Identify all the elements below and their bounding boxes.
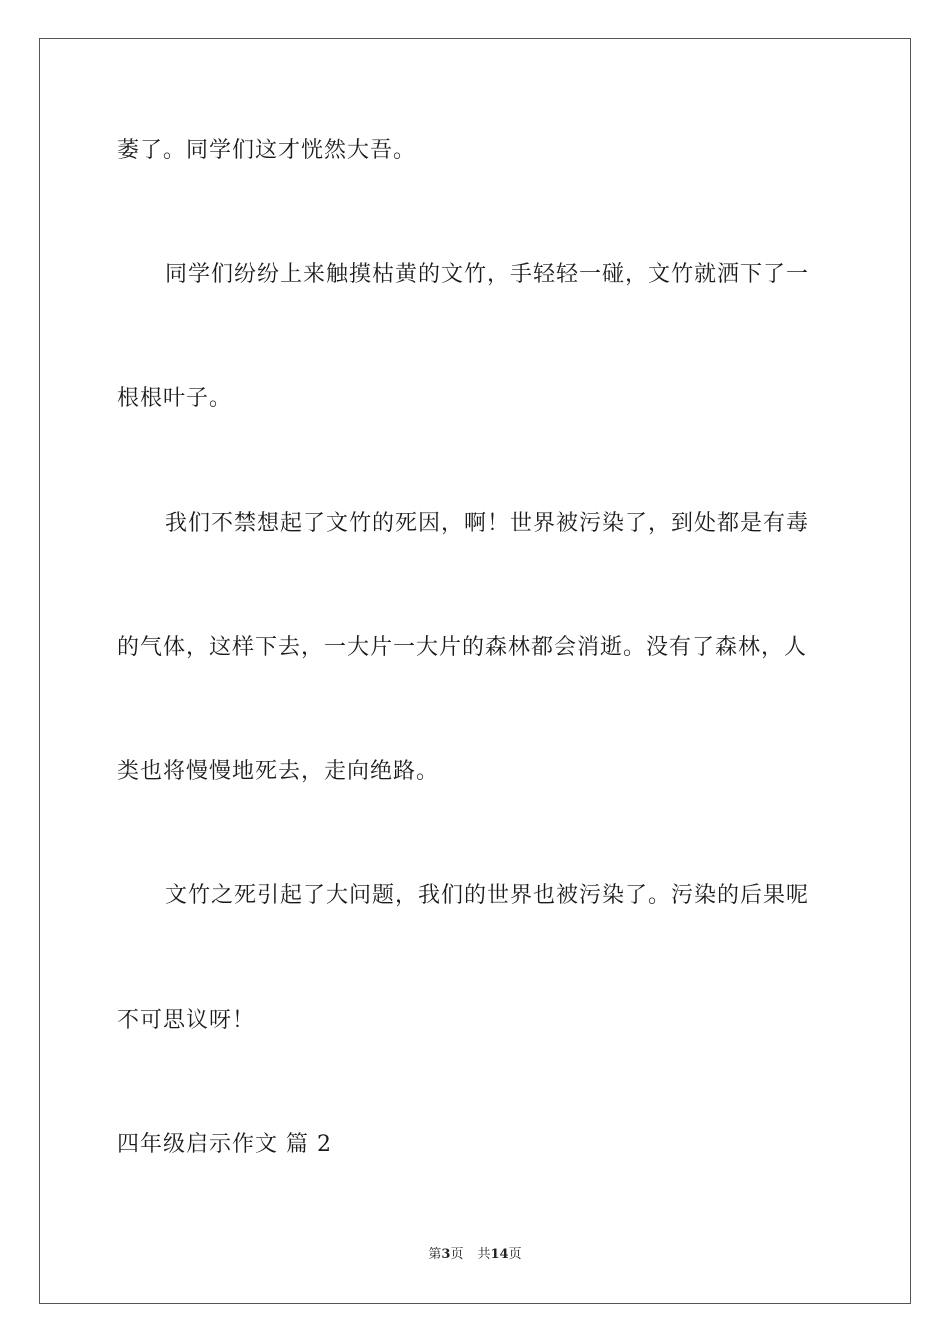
paragraph-start-line-4: 我们不禁想起了文竹的死因，啊！世界被污染了，到处都是有毒 — [165, 511, 810, 536]
page-frame — [39, 38, 911, 1304]
footer-page-number: 3 — [441, 1247, 451, 1262]
paragraph-start-line-7: 文竹之死引起了大问题，我们的世界也被污染了。污染的后果呢 — [165, 883, 810, 908]
footer-page-suffix: 页 — [450, 1247, 464, 1262]
footer-total-pages: 14 — [490, 1247, 509, 1262]
footer-page-prefix: 第 — [428, 1247, 442, 1262]
page-footer — [0, 1246, 950, 1264]
text-line-6: 类也将慢慢地死去，走向绝路。 — [117, 759, 440, 784]
footer-total-suffix: 页 — [508, 1247, 522, 1262]
text-line-3: 根根叶子。 — [117, 386, 233, 411]
section-heading: 四年级启示作文 篇 2 — [117, 1132, 332, 1157]
text-line-8: 不可思议呀！ — [117, 1008, 256, 1033]
footer-total-prefix: 共 — [477, 1247, 491, 1262]
text-line-5: 的气体，这样下去，一大片一大片的森林都会消逝。没有了森林，人 — [117, 635, 808, 660]
text-line-1: 萎了。同学们这才恍然大吾。 — [117, 138, 417, 163]
paragraph-start-line-2: 同学们纷纷上来触摸枯黄的文竹，手轻轻一碰，文竹就洒下了一 — [165, 262, 810, 287]
